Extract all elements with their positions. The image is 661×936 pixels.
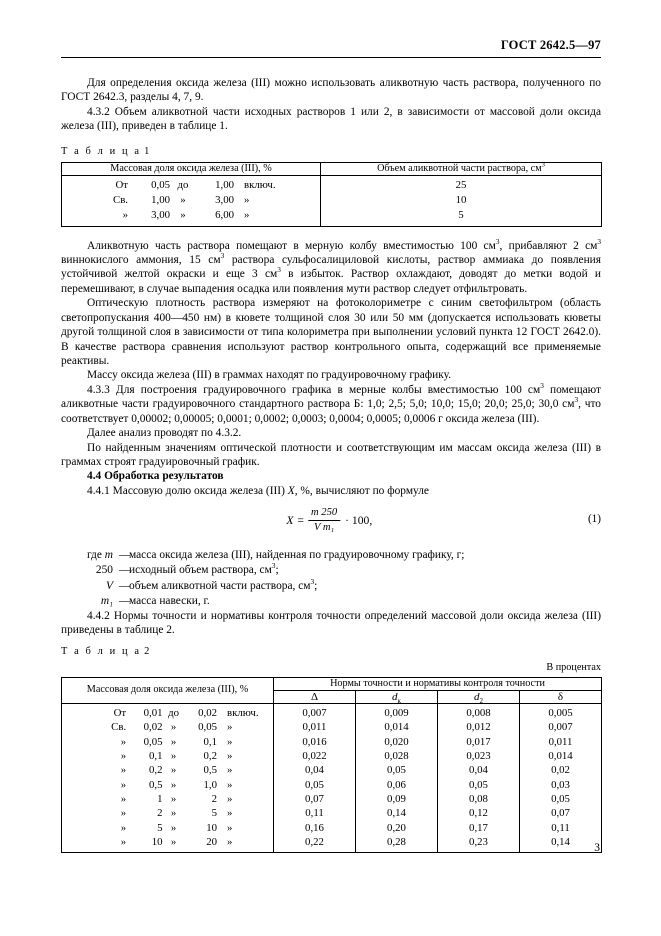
table-2-dk-value: 0,20 [387,821,406,834]
table-2-caption-number: 2 [144,645,150,657]
table-2-d2-value: 0,012 [466,721,491,734]
range-inclusive-note: » [227,764,233,777]
range-to-value: 5 [211,807,217,820]
table-2-header-row-group [62,677,602,690]
range-to-word: » [170,749,177,762]
list-item [61,548,601,563]
range-inclusive-note: » [227,778,233,791]
range-to-word: » [180,193,186,206]
table-2-header-d-2 [438,690,520,706]
formula-fraction [308,507,340,534]
formula-denominator: V m₁ [308,520,340,534]
table-2-d2-list [438,704,519,853]
table-2-small-delta-list [520,704,601,853]
range-inclusive-note: » [227,721,233,734]
table-2-header-delta: Δ [274,690,356,703]
superscript-cubic: 3 [271,562,276,571]
range-inclusive-note: » [227,749,233,762]
table-1-volume-cell [321,175,602,226]
table-2-d2-value: 0,017 [466,735,491,748]
table-row [62,720,273,734]
range-to-word: » [170,735,177,748]
table-2-body-row [62,703,602,853]
table-2-dk-value: 0,028 [384,749,409,762]
paragraph-4-4-1-part-2: , %, вычисляют по формуле [294,484,429,497]
range-to-value: 0,5 [203,764,217,777]
legend-description-text: объем аликвотной части раствора, см [129,579,311,592]
legend-description [129,579,601,594]
range-from-word: » [120,735,127,748]
range-from-word: » [120,749,127,762]
legend-description [129,563,601,578]
range-to-word: » [180,208,186,221]
table-2-delta-value: 0,007 [302,706,327,719]
range-to-value: 0,2 [203,749,217,762]
range-to-value: 20 [206,836,217,849]
superscript-cubic: 3 [495,237,500,246]
legend-symbol: m [104,549,113,562]
page-number: 3 [594,842,600,854]
legend-intro: где [86,549,102,562]
range-to-word: до [168,706,180,719]
paragraph-4-3-3 [61,383,601,426]
table-2-range-cell [62,703,274,853]
table-1-caption-number: 1 [144,145,150,157]
table-2-delta-value: 0,16 [305,821,324,834]
legend-description-suffix: ; [314,579,318,592]
table-row [62,763,273,777]
range-from-word: » [120,836,127,849]
paragraph-further-analysis: Далее анализ проводят по 4.3.2. [87,427,242,440]
table-2-d2-value: 0,17 [469,821,488,834]
legend-dash: — [119,594,131,607]
range-from-value: 0,05 [151,178,170,191]
legend-symbol: V [106,579,113,592]
range-to-word: » [170,821,177,834]
range-from-value: 0,02 [143,721,163,734]
formula-block [61,507,601,541]
table-2-dk-value: 0,28 [387,836,406,849]
table-2-d2-value: 0,05 [469,778,488,791]
range-from-word: От [113,706,127,719]
formula-tail: · 100, [345,514,373,528]
range-to-value: 3,00 [215,193,234,206]
range-from-word: » [120,778,127,791]
table-2-delta-value: 0,11 [305,807,324,820]
paragraph-aliquot-procedure-part-4: раствора сульфосалициловой кислоты, раствор аммиака до появления устойчивой желтой окраски и еще 3 см [61,254,602,281]
range-to-value: 0,1 [203,735,217,748]
paragraph-4-3-3-part-1: 4.3.3 Для построения градуировочного графика в мерные колбы вместимостью 100 см [87,383,541,396]
table-2-small-delta-value: 0,007 [548,721,573,734]
table-2-delta-cell [274,703,356,853]
table-2-dk-value: 0,020 [384,735,409,748]
formula-legend [61,548,601,609]
table-2-dk-value: 0,05 [387,764,406,777]
range-to-value: 2 [211,793,217,806]
table-2-small-delta-value: 0,005 [548,706,573,719]
paragraph-calibration-graph: По найденным значениям оптической плотности и соответствующим им массам оксида железа (III) в граммах строят градуировочный график. [61,441,601,468]
table-2-dk-value: 0,009 [384,706,409,719]
range-to-word: » [170,793,177,806]
range-from-value: 2 [157,807,163,820]
table-row [62,735,273,749]
range-from-word: Св. [111,721,127,734]
table-2-delta-value: 0,07 [305,793,324,806]
table-2-caption [61,646,601,657]
paragraph-mass-from-graph: Массу оксида железа (III) в граммах находят по градуировочному графику. [87,369,452,382]
table-row [62,178,320,193]
paragraph-4-3-3-part-2: помещают аликвотные части градуировочного стандартного раствора Б: 1,0; 2,5; 5,0; 10,0; 15,0; 20,0; 25,0; 30,0 см [61,383,601,411]
formula-variable: X [286,514,294,528]
table-2-delta-value: 0,04 [305,764,324,777]
legend-description-suffix: ; [275,564,279,577]
paragraph-4-4-1 [61,484,601,498]
symbol-subscript: к [397,697,401,706]
table-2-dk-list [356,704,437,853]
range-to-value: 1,0 [203,778,217,791]
legend-description-text: исходный объем раствора, см [129,564,272,577]
formula-mass-fraction [286,507,372,534]
legend-dash: — [119,564,131,577]
range-from-value: 0,1 [149,749,163,762]
range-to-value: 1,00 [215,178,234,191]
heading-4-4-title: Обработка результатов [104,470,224,483]
table-2-small-delta-value: 0,03 [551,778,570,791]
table-2-range-list [62,704,273,853]
legend-symbol: m₁ [100,594,113,607]
range-inclusive-note: включ. [244,178,276,191]
table-2-dk-cell [356,703,438,853]
table-2-small-delta-value: 0,014 [548,749,573,762]
table-2-delta-value: 0,016 [302,735,327,748]
table-2-small-delta-value: 0,011 [548,735,573,748]
table-1 [61,162,602,227]
range-from-value: 3,00 [151,208,170,221]
table-row [62,792,273,806]
paragraph-aliquot-procedure-part-2: , прибавляют 2 см [499,239,598,252]
range-from-value: 5 [157,821,163,834]
table-2-dk-value: 0,14 [387,807,406,820]
range-to-word: до [177,178,189,191]
table-2-delta-value: 0,011 [302,721,327,734]
table-2-d2-value: 0,12 [469,807,488,820]
formula-numerator: m 250 [310,507,338,519]
table-2-header-accuracy-group: Нормы точности и нормативы контроля точности [274,677,602,690]
superscript-cubic: 3 [597,237,602,246]
table-1-caption-label: Т а б л и ц а [61,145,142,157]
heading-4-4-number: 4.4 [87,470,102,483]
table-2-d2-value: 0,23 [469,836,488,849]
paragraph-aliquot-procedure-part-3: виннокислого аммония, 15 см [61,254,221,267]
table-2-d2-cell [438,703,520,853]
range-from-value: 0,2 [149,764,163,777]
range-inclusive-note: » [227,793,233,806]
table-2-dk-value: 0,014 [384,721,409,734]
table-2-dk-value: 0,09 [387,793,406,806]
table-1-header-mass-fraction: Массовая доля оксида железа (III), % [62,162,321,175]
table-2-units-note: В процентах [546,661,601,673]
table-row [62,821,273,835]
range-from-value: 10 [151,836,163,849]
range-inclusive-note: » [244,208,250,221]
paragraph-4-4-2: 4.4.2 Нормы точности и нормативы контроля точности определений массовой доли оксида железа (III) приведены в таблице 2. [61,609,601,637]
table-row [62,706,273,720]
heading-4-4 [61,469,601,483]
range-from-word: » [120,793,127,806]
table-row [62,835,273,849]
table-1-header-aliquot-volume [321,162,602,175]
table-1-body-row [62,175,602,226]
list-item [61,594,601,609]
range-inclusive-note: » [227,836,233,849]
table-1-header-aliquot-volume-text: Объем аликвотной части раствора, см [377,162,542,174]
legend-dash: — [119,579,131,592]
page-content [61,38,601,853]
superscript-cubic: 3 [277,266,281,275]
table-2-delta-value: 0,05 [305,778,324,791]
paragraph-aliquot-procedure [61,239,601,297]
range-from-word: » [120,821,127,834]
superscript-cubic: 3 [310,577,315,586]
range-inclusive-note: » [227,735,233,748]
table-2-small-delta-value: 0,14 [551,836,570,849]
paragraph-aliquot-procedure-part-1: Аликвотную часть раствора помещают в мерную колбу вместимостью 100 см [87,239,496,252]
range-from-word: » [120,807,127,820]
legend-description: масса оксида железа (III), найденная по градуировочному графику, г; [129,549,465,562]
table-2-d2-value: 0,04 [469,764,488,777]
range-inclusive-note: » [227,821,233,834]
table-2-small-delta-value: 0,07 [551,807,570,820]
table-2-small-delta-value: 0,05 [551,793,570,806]
range-to-word: » [170,778,177,791]
variable-x: X [287,484,295,497]
table-cell-value: 5 [458,208,464,221]
range-from-word: От [115,178,128,191]
table-2-small-delta-cell [520,703,602,853]
table-1-volume-list [321,176,601,226]
range-from-value: 0,05 [143,735,163,748]
symbol-base: d [473,690,480,703]
table-2-caption-label: Т а б л и ц а [61,645,142,657]
table-cell-value: 25 [455,178,467,191]
superscript-cubic: 3 [220,252,225,261]
table-2-d2-value: 0,023 [466,749,491,762]
table-2-delta-list [274,704,355,853]
superscript-cubic: 3 [540,382,544,391]
legend-symbol: 250 [95,564,113,577]
table-1-caption [61,146,601,157]
paragraph-optical-density: Оптическую плотность раствора измеряют на фотоколориметре с синим светофильтром (область светопропускания 400—450 нм) в кювете толщиной слоя 30 или 50 мм (допускается использовать кюветы другой толщиной слоя в зависимости от типа колориметра при выполнении условий пункта 12 ГОСТ 2642.0). В качестве раствора сравнения используют раствор контрольного опыта, содержащий все применяемые реактивы. [61,297,601,367]
paragraph-4-3-2: 4.3.2 Объем аликвотной части исходных растворов 1 или 2, в зависимости от массовой доли оксида железа (III), приведен в таблице 1. [61,105,601,133]
formula-equals-sign: = [297,514,304,528]
table-cell-value: 10 [455,193,467,206]
list-item [61,579,601,594]
table-2-small-delta-value: 0,11 [551,821,570,834]
table-2-small-delta-value: 0,02 [551,764,570,777]
range-inclusive-note: » [244,193,250,206]
range-from-value: 1,00 [151,193,170,206]
range-to-value: 6,00 [215,208,234,221]
range-to-value: 0,02 [198,706,217,719]
range-to-value: 10 [206,821,217,834]
table-2-d2-value: 0,008 [466,706,491,719]
range-inclusive-note: » [227,807,233,820]
table-2-delta-value: 0,022 [302,749,327,762]
range-from-word: Св. [113,193,128,206]
table-1-header-aliquot-volume-superscript: 3 [541,161,545,169]
table-row [62,193,320,208]
legend-dash: — [119,549,131,562]
range-to-value: 0,05 [198,721,217,734]
table-2-d2-value: 0,08 [469,793,488,806]
superscript-cubic: 3 [574,396,579,405]
table-1-range-cell [62,175,321,226]
table-2-dk-value: 0,06 [387,778,406,791]
range-to-word: » [170,764,177,777]
formula-number: (1) [587,513,601,526]
table-2 [61,677,602,854]
table-2-header-d-k [356,690,438,706]
table-row [62,806,273,820]
range-to-word: » [170,721,177,734]
table-2-header-small-delta: δ [520,690,602,703]
range-from-word: » [122,208,128,221]
table-1-header-row [62,162,602,175]
paragraph-4-3-3-part-3: , что соответствует 0,00002; 0,00005; 0,0001; 0,0002; 0,0003; 0,0004; 0,0005; 0,0006 г оксида железа (III). [61,398,601,425]
table-row [62,749,273,763]
paragraph-4-4-1-part-1: 4.4.1 Массовую долю оксида железа (III) [87,484,288,497]
range-from-value: 1 [157,793,163,806]
symbol-subscript: 2 [479,697,483,706]
legend-intro-and-symbol [61,548,119,563]
table-row [62,208,320,223]
range-from-word: » [120,764,127,777]
range-to-word: » [170,807,177,820]
table-row [62,778,273,792]
range-from-value: 0,5 [149,778,163,791]
range-to-word: » [170,836,177,849]
document-header-standard-number: ГОСТ 2642.5—97 [61,38,601,58]
table-2-header-mass-fraction: Массовая доля оксида железа (III), % [62,677,274,703]
table-2-delta-value: 0,22 [305,836,324,849]
range-inclusive-note: включ. [227,706,259,719]
table-1-range-list [62,176,320,226]
paragraph-intro: Для определения оксида железа (III) можно использовать аликвотную часть раствора, полученного по ГОСТ 2642.3, разделы 4, 7, 9. [61,77,601,104]
symbol-base: d [392,690,398,703]
legend-description: масса навески, г. [129,594,210,607]
list-item [61,563,601,578]
range-from-value: 0,01 [143,706,163,719]
paragraph-aliquot-procedure-part-5: в избыток. Раствор охлаждают, доводят до метки водой и перемешивают, в случае выпадения осадка или появления мути раствор следует отфильтровать. [61,268,601,295]
